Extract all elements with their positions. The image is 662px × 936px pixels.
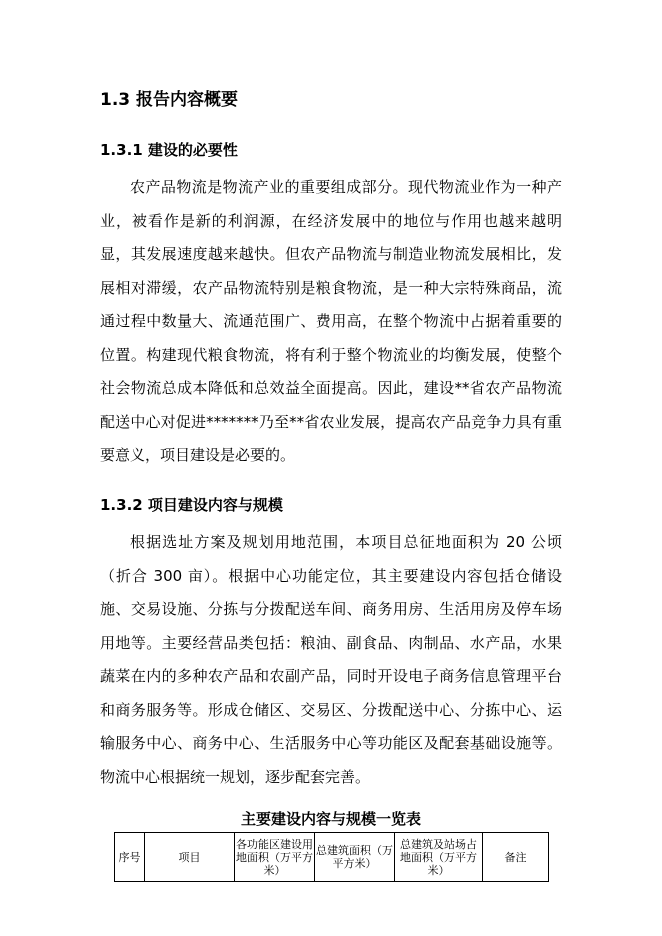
paragraph-scope: 根据选址方案及规划用地范围，本项目总征地面积为 20 公顷（折合 300 亩）。根据中心功能定位，其主要建设内容包括仓储设施、交易设施、分拣与分拨配送车间、商务用房、生活用房及停车场用地等。主要经营品类包括：粮油、副食品、肉制品、水产品，水果蔬菜在内的多种农产品和农副产品，同时开设电子商务信息管理平台和商务服务等。形成仓储区、交易区、分拨配送中心、分拣中心、运输服务中心、商务中心、生活服务中心等功能区及配套基础设施等。物流中心根据统一规划，逐步配套完善。 [100, 533, 562, 786]
header-building-area: 总建筑面积（万平方米） [315, 833, 395, 882]
paragraph-necessity: 农产品物流是物流产业的重要组成部分。现代物流业作为一种产业，被看作是新的利润源，在经济发展中的地位与作用也越来越明显，其发展速度越来越快。但农产品物流与制造业物流发展相比，发展相对滞缓，农产品物流特别是粮食物流，是一种大宗特殊商品，流通过程中数量大、流通范围广、费用高，在整个物流中占据着重要的位置。构建现代粮食物流，将有利于整个物流业的均衡发展，使整个社会物流总成本降低和总效益全面提高。因此，建设**省农产品物流配送中心对促进*******乃至**省农业发展，提高农产品竞争力具有重要意义，项目建设是必要的。 [100, 178, 562, 464]
table-header-row [115, 833, 549, 882]
header-no: 序号 [115, 833, 145, 882]
subsection-heading-scope: 1.3.2 项目建设内容与规模 [100, 496, 283, 514]
header-building-station-area: 总建筑及站场占地面积（万平方米） [395, 833, 483, 882]
section-heading: 1.3 报告内容概要 [100, 90, 239, 110]
table-title: 主要建设内容与规模一览表 [240, 810, 421, 828]
header-item: 项目 [145, 833, 235, 882]
header-remarks: 备注 [483, 833, 549, 882]
header-land-area: 各功能区建设用地面积（万平方米） [235, 833, 315, 882]
construction-scope-table [114, 832, 549, 882]
subsection-heading-necessity: 1.3.1 建设的必要性 [100, 141, 238, 159]
